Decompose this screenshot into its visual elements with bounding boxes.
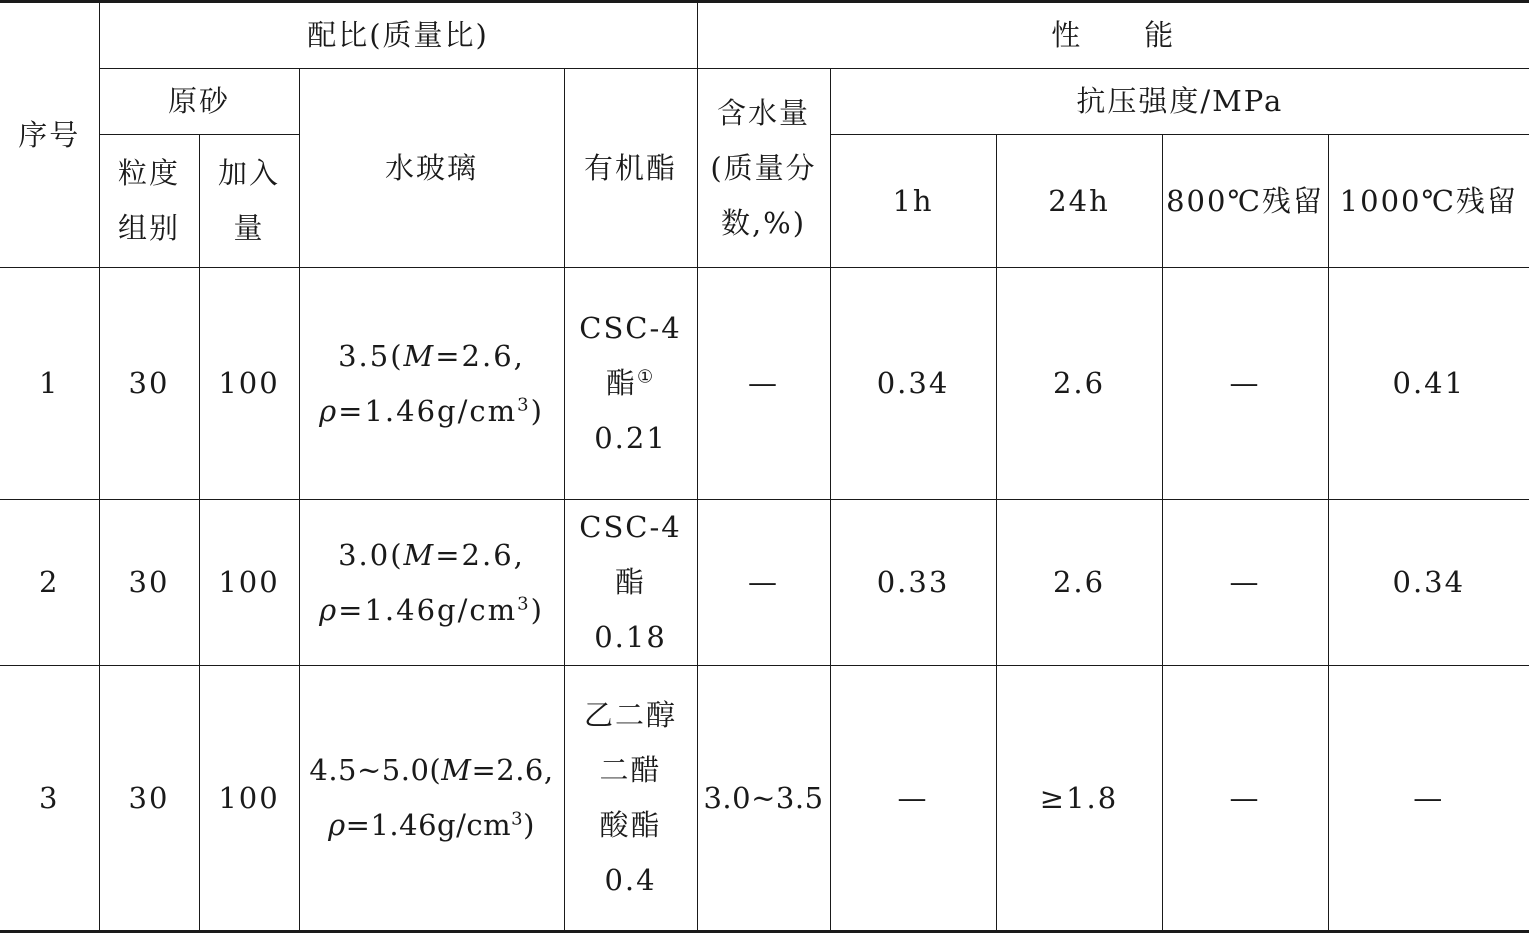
ester-line-1: 乙二醇 xyxy=(584,698,678,732)
header-moisture xyxy=(697,69,830,268)
cell-ester xyxy=(564,500,697,666)
water-glass-line-2 xyxy=(300,384,564,439)
wg-modulus-symbol: M xyxy=(403,338,436,373)
header-ester: 有机酯 xyxy=(564,69,697,268)
header-ratio-group: 配比(质量比) xyxy=(99,2,697,69)
cell-grain: 30 xyxy=(99,268,199,500)
water-glass-line-1 xyxy=(300,528,564,583)
header-strength-1h: 1h xyxy=(830,135,996,268)
header-strength-24h: 24h xyxy=(996,135,1162,268)
ester-line-1: CSC-4 xyxy=(579,510,682,544)
cell-strength-1000c: 0.41 xyxy=(1328,268,1529,500)
wg-modulus-symbol: M xyxy=(403,537,436,572)
header-amount-line-2: 量 xyxy=(233,211,265,245)
cell-strength-24h: ≥1.8 xyxy=(996,666,1162,932)
cell-amount: 100 xyxy=(199,666,299,932)
cell-water-glass xyxy=(299,500,564,666)
wg-modulus-value: =2.6, xyxy=(471,753,554,787)
header-moisture-line-3: 数,%) xyxy=(720,205,807,240)
cell-strength-1000c: — xyxy=(1328,666,1529,932)
cell-moisture: — xyxy=(697,268,830,500)
ester-line-2: 二醋 xyxy=(599,753,662,787)
cell-strength-800c: — xyxy=(1162,268,1328,500)
ester-line-2 xyxy=(565,356,697,411)
wg-density-symbol: ρ xyxy=(319,393,339,428)
ester-line-3: 0.21 xyxy=(594,421,667,455)
cell-seq: 1 xyxy=(0,268,99,500)
wg-modulus-symbol: M xyxy=(441,753,472,787)
wg-close-paren: ) xyxy=(523,808,535,842)
wg-value: 3.0( xyxy=(338,537,404,572)
header-amount xyxy=(199,135,299,268)
wg-density-value: =1.46g/cm xyxy=(345,808,512,842)
wg-density-symbol: ρ xyxy=(319,592,339,627)
ester-line-2: 酯 xyxy=(615,565,647,599)
cell-strength-1h: 0.34 xyxy=(830,268,996,500)
cell-seq: 2 xyxy=(0,500,99,666)
wg-density-value: =1.46g/cm xyxy=(338,393,518,428)
cell-grain: 30 xyxy=(99,500,199,666)
wg-value: 4.5~5.0( xyxy=(309,753,442,787)
wg-close-paren: ) xyxy=(530,393,544,428)
cell-strength-800c: — xyxy=(1162,500,1328,666)
water-glass-line-2 xyxy=(300,798,564,853)
header-performance-group: 性 能 xyxy=(697,2,1529,69)
cell-amount: 100 xyxy=(199,500,299,666)
ester-line-3: 0.18 xyxy=(594,620,667,654)
header-moisture-line-1: 含水量 xyxy=(717,95,811,130)
header-strength-1000c: 1000℃残留 xyxy=(1328,135,1529,268)
table-row xyxy=(0,666,1529,932)
wg-density-exponent: 3 xyxy=(511,808,524,830)
header-row-2 xyxy=(0,69,1529,135)
cell-strength-1h: 0.33 xyxy=(830,500,996,666)
cell-strength-24h: 2.6 xyxy=(996,268,1162,500)
cell-water-glass xyxy=(299,268,564,500)
wg-density-exponent: 3 xyxy=(517,393,531,415)
cell-moisture: 3.0~3.5 xyxy=(697,666,830,932)
wg-value: 3.5( xyxy=(338,338,404,373)
header-sand-group: 原砂 xyxy=(99,69,299,135)
header-grain-line-2: 组别 xyxy=(117,211,180,245)
cell-ester xyxy=(564,268,697,500)
ester-name: 酯 xyxy=(605,366,637,400)
wg-density-exponent: 3 xyxy=(517,592,531,614)
header-strength-group: 抗压强度/MPa xyxy=(830,69,1529,135)
header-moisture-line-2: (质量分 xyxy=(710,150,817,185)
wg-modulus-value: =2.6, xyxy=(435,537,525,572)
header-grain xyxy=(99,135,199,268)
wg-density-symbol: ρ xyxy=(328,808,346,842)
header-row-1 xyxy=(0,2,1529,69)
wg-density-value: =1.46g/cm xyxy=(338,592,518,627)
water-glass-line-2 xyxy=(300,583,564,638)
ester-line-4: 0.4 xyxy=(604,863,657,897)
cell-strength-800c: — xyxy=(1162,666,1328,932)
header-grain-line-1: 粒度 xyxy=(117,156,180,190)
header-seq: 序号 xyxy=(0,2,99,268)
cell-seq: 3 xyxy=(0,666,99,932)
cell-ester xyxy=(564,666,697,932)
footnote-marker: ① xyxy=(636,366,656,388)
table-row xyxy=(0,268,1529,500)
water-glass-line-1 xyxy=(300,743,564,798)
header-strength-800c: 800℃残留 xyxy=(1162,135,1328,268)
cell-amount: 100 xyxy=(199,268,299,500)
table-row xyxy=(0,500,1529,666)
ester-line-1: CSC-4 xyxy=(579,311,682,345)
header-water-glass: 水玻璃 xyxy=(299,69,564,268)
cell-strength-24h: 2.6 xyxy=(996,500,1162,666)
wg-close-paren: ) xyxy=(530,592,544,627)
water-glass-line-1 xyxy=(300,329,564,384)
cell-grain: 30 xyxy=(99,666,199,932)
cell-strength-1000c: 0.34 xyxy=(1328,500,1529,666)
cell-water-glass xyxy=(299,666,564,932)
cell-moisture: — xyxy=(697,500,830,666)
header-amount-line-1: 加入 xyxy=(217,156,280,190)
cell-strength-1h: — xyxy=(830,666,996,932)
ester-line-3: 酸酯 xyxy=(599,808,662,842)
wg-modulus-value: =2.6, xyxy=(435,338,525,373)
